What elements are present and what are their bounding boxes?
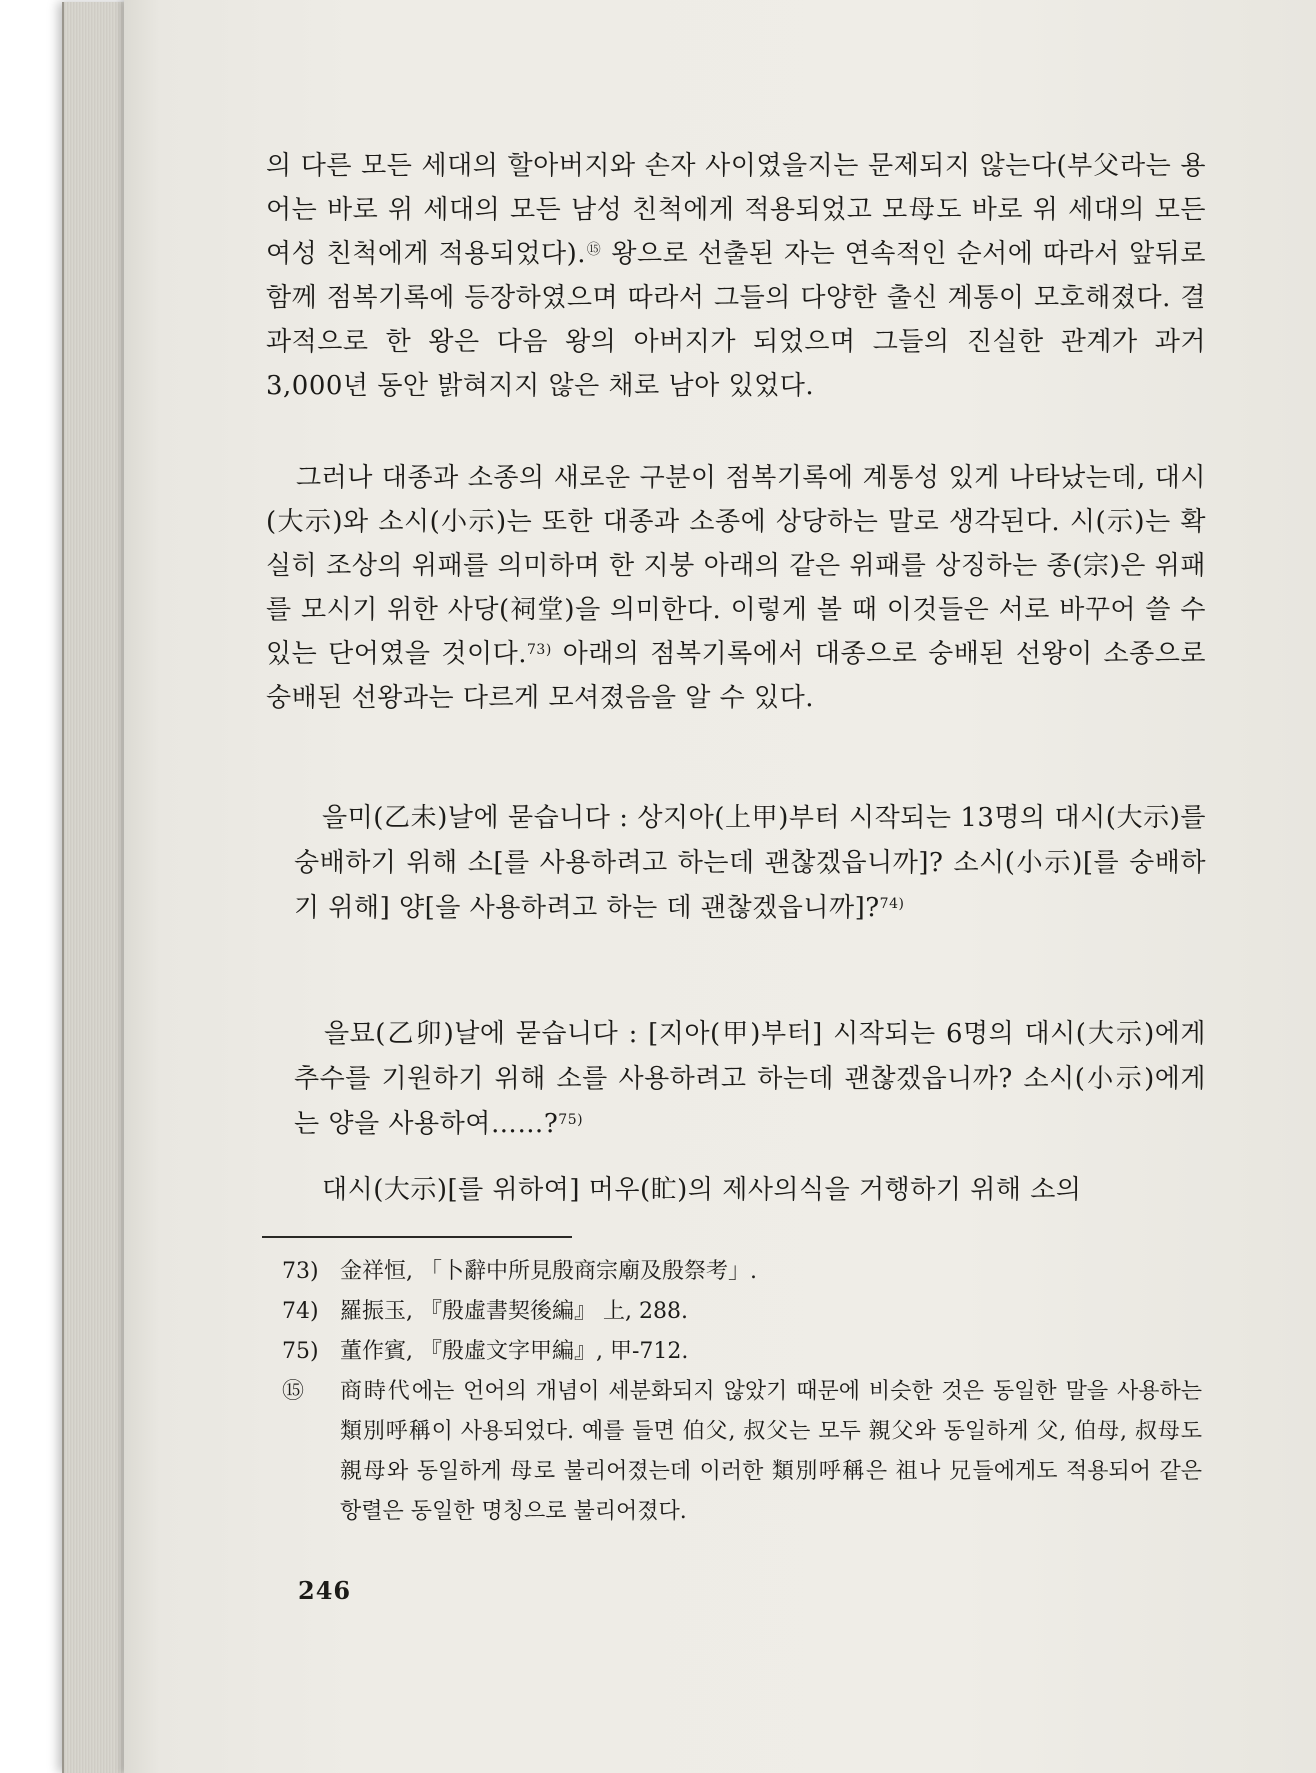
body-paragraph-3 bbox=[266, 1168, 1206, 1212]
footnote-75 bbox=[282, 1332, 1202, 1372]
quote-text: 을묘(乙卯)날에 묻습니다 : [지아(甲)부터] 시작되는 6명의 대시(大示)에게 추수를 기원하기 위해 소를 사용하려고 하는데 괜찮겠읍니까? 소시(小示)에게는 양을 사용하여……? bbox=[294, 1019, 1206, 1139]
quote-text: 을미(乙未)날에 묻습니다 : 상지아(上甲)부터 시작되는 13명의 대시(大示)를 숭배하기 위해 소[를 사용하려고 하는데 괜찮겠읍니까]? 소시(小示)[를 숭배하기 위해] 양[을 사용하려고 하는 데 괜찮겠읍니까]? bbox=[294, 803, 1206, 923]
block-quote-1 bbox=[294, 796, 1206, 931]
footnote-74 bbox=[282, 1292, 1202, 1332]
body-paragraph-2 bbox=[266, 456, 1206, 720]
footnote-text: 羅振玉, 『殷虛書契後編』 上, 288. bbox=[340, 1299, 688, 1324]
footnote-ref-73[interactable]: 73) bbox=[527, 642, 552, 658]
block-quote-2 bbox=[294, 1012, 1206, 1147]
page-number: 246 bbox=[298, 1576, 352, 1605]
translator-note-ref[interactable]: ⑮ bbox=[586, 242, 602, 258]
translator-note-mark: ⑮ bbox=[282, 1379, 305, 1404]
translator-note bbox=[282, 1372, 1202, 1532]
footnote-number: 75) bbox=[282, 1339, 319, 1364]
footnote-ref-74[interactable]: 74) bbox=[879, 896, 905, 912]
footnote-text: 金祥恒, 「卜辭中所見殷商宗廟及殷祭考」. bbox=[340, 1259, 757, 1284]
translator-note-text: 商時代에는 언어의 개념이 세분화되지 않았기 때문에 비슷한 것은 동일한 말을 사용하는 類別呼稱이 사용되었다. 예를 들면 伯父, 叔父는 모두 親父와 동일하게 父, 伯母, 叔母도 親母와 동일하게 母로 불리어졌는데 이러한 類別呼稱은 祖나 兄들에게도 적용되어 같은 항렬은 동일한 명칭으로 불리어졌다. bbox=[340, 1379, 1202, 1524]
paragraph-text: 대시(大示)[를 위하여] 머우(盳)의 제사의식을 거행하기 위해 소의 bbox=[322, 1175, 1082, 1205]
footnote-73 bbox=[282, 1252, 1202, 1292]
paragraph-text: 의 다른 모든 세대의 할아버지와 손자 사이였을지는 문제되지 않는다(부父라는 용어는 바로 위 세대의 모든 남성 친척에게 적용되었고 모母도 바로 위 세대의 모든 여성 친척에게 적용되었다). bbox=[266, 151, 1206, 269]
footnote-ref-75[interactable]: 75) bbox=[558, 1112, 584, 1128]
footnote-number: 74) bbox=[282, 1299, 319, 1324]
body-paragraph-1 bbox=[266, 144, 1206, 408]
paragraph-text: 아래의 점복기록에서 대종으로 숭배된 선왕이 소종으로 숭배된 선왕과는 다르게 모셔졌음을 알 수 있다. bbox=[266, 639, 1206, 713]
paragraph-text: 그러나 대종과 소종의 새로운 구분이 점복기록에 계통성 있게 나타났는데, 대시(大示)와 소시(小示)는 또한 대종과 소종에 상당하는 말로 생각된다. 시(示)는 확실히 조상의 위패를 의미하며 한 지붕 아래의 같은 위패를 상징하는 종(宗)은 위패를 모시기 위한 사당(祠堂)을 의미한다. 이렇게 볼 때 이것들은 서로 바꾸어 쓸 수 있는 단어였을 것이다. bbox=[266, 463, 1206, 669]
footnote-divider bbox=[262, 1236, 572, 1238]
footnote-text: 董作賓, 『殷虛文字甲編』, 甲-712. bbox=[340, 1339, 689, 1364]
paragraph-text: 왕으로 선출된 자는 연속적인 순서에 따라서 앞뒤로 함께 점복기록에 등장하였으며 따라서 그들의 다양한 출신 계통이 모호해졌다. 결과적으로 한 왕은 다음 왕의 아버지가 되었으며 그들의 진실한 관계가 과거 3,000년 동안 밝혀지지 않은 채로 남아 있었다. bbox=[266, 239, 1207, 401]
footnote-number: 73) bbox=[282, 1259, 319, 1284]
